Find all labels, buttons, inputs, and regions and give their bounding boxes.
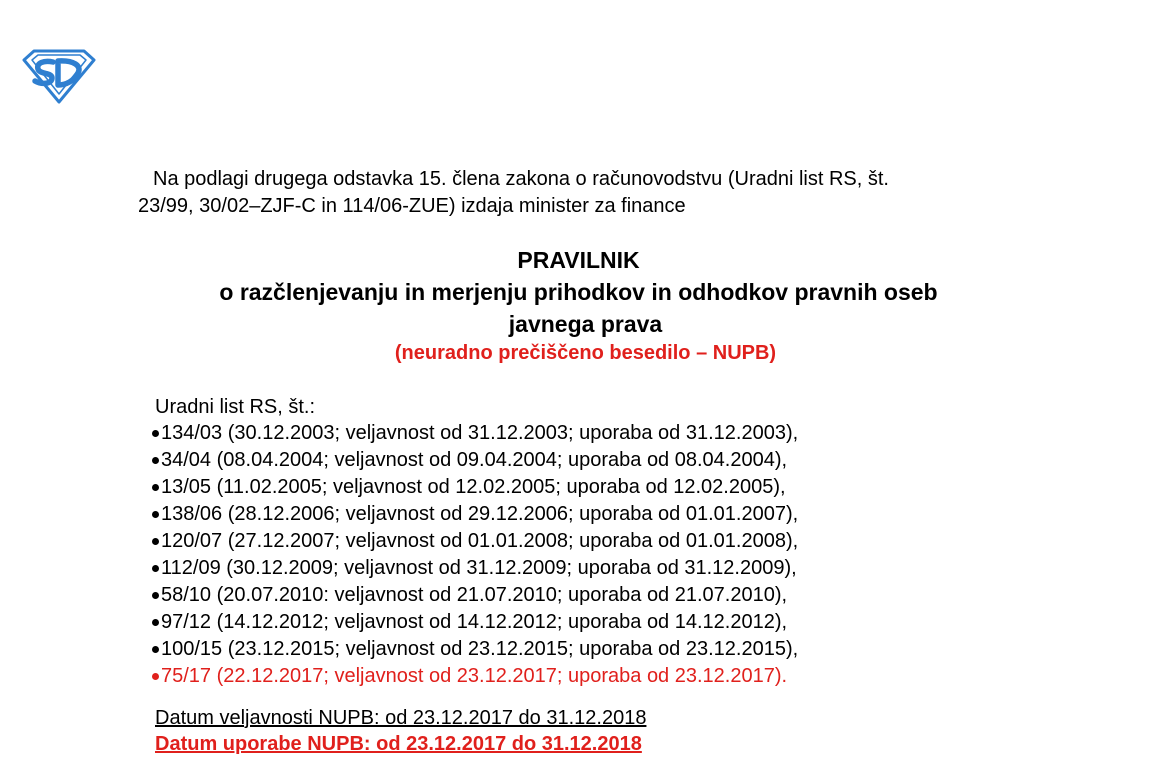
gazette-entry <box>148 501 798 528</box>
document-title: PRAVILNIK <box>517 247 640 273</box>
gazette-entry-text: 112/09 (30.12.2009; veljavnost od 31.12.2009; uporaba od 31.12.2009), <box>161 557 797 579</box>
gazette-entry <box>148 420 798 447</box>
bullet-icon <box>152 430 159 437</box>
gazette-entries-list <box>148 420 798 690</box>
bullet-icon <box>152 511 159 518</box>
unofficial-text-note: (neuradno prečiščeno besedilo – NUPB) <box>394 342 777 364</box>
document-subtitle <box>0 276 1157 340</box>
intro-paragraph <box>138 166 1038 220</box>
gazette-entry-text: 138/06 (28.12.2006; veljavnost od 29.12.2006; uporaba od 01.01.2007), <box>161 503 799 525</box>
gazette-entry-text: 120/07 (27.12.2007; veljavnost od 01.01.2008; uporaba od 01.01.2008), <box>161 530 799 552</box>
gazette-entry-text: 58/10 (20.07.2010: veljavnost od 21.07.2010; uporaba od 21.07.2010), <box>161 584 788 606</box>
gazette-entry-latest <box>148 663 798 690</box>
gazette-entry <box>148 582 798 609</box>
gazette-entry-text: 100/15 (23.12.2015; veljavnost od 23.12.2015; uporaba od 23.12.2015), <box>161 638 799 660</box>
gazette-entry <box>148 528 798 555</box>
gazette-entry-text: 13/05 (11.02.2005; veljavnost od 12.02.2005; uporaba od 12.02.2005), <box>161 476 786 498</box>
gazette-entry-text: 75/17 (22.12.2017; veljavnost od 23.12.2017; uporaba od 23.12.2017). <box>161 665 788 687</box>
gazette-entry-text: 97/12 (14.12.2012; veljavnost od 14.12.2012; uporaba od 14.12.2012), <box>161 611 788 633</box>
title-block <box>0 244 1157 366</box>
gazette-entry-text: 34/04 (08.04.2004; veljavnost od 09.04.2004; uporaba od 08.04.2004), <box>161 449 788 471</box>
gazette-entry <box>148 609 798 636</box>
bullet-icon <box>152 538 159 545</box>
subtitle-line-2: javnega prava <box>508 311 663 337</box>
sd-logo-icon <box>22 48 96 104</box>
gazette-entry <box>148 636 798 663</box>
bullet-icon <box>152 673 159 680</box>
gazette-entry <box>148 474 798 501</box>
gazette-entry <box>148 447 798 474</box>
bullet-icon <box>152 592 159 599</box>
gazette-entry-text: 134/03 (30.12.2003; veljavnost od 31.12.2003; uporaba od 31.12.2003), <box>161 422 799 444</box>
gazette-entry <box>148 555 798 582</box>
bullet-icon <box>152 565 159 572</box>
bullet-icon <box>152 619 159 626</box>
bullet-icon <box>152 484 159 491</box>
intro-line-1: Na podlagi drugega odstavka 15. člena zakona o računovodstvu (Uradni list RS, št. <box>153 168 889 190</box>
bullet-icon <box>152 646 159 653</box>
gazette-label: Uradni list RS, št.: <box>155 396 316 418</box>
usage-date: Datum uporabe NUPB: od 23.12.2017 do 31.12.2018 <box>155 733 642 755</box>
intro-line-2: 23/99, 30/02–ZJF-C in 114/06-ZUE) izdaja minister za finance <box>138 195 686 217</box>
validity-date: Datum veljavnosti NUPB: od 23.12.2017 do 31.12.2018 <box>155 707 647 729</box>
bullet-icon <box>152 457 159 464</box>
subtitle-line-1: o razčlenjevanju in merjenju prihodkov in odhodkov pravnih oseb <box>219 279 938 305</box>
